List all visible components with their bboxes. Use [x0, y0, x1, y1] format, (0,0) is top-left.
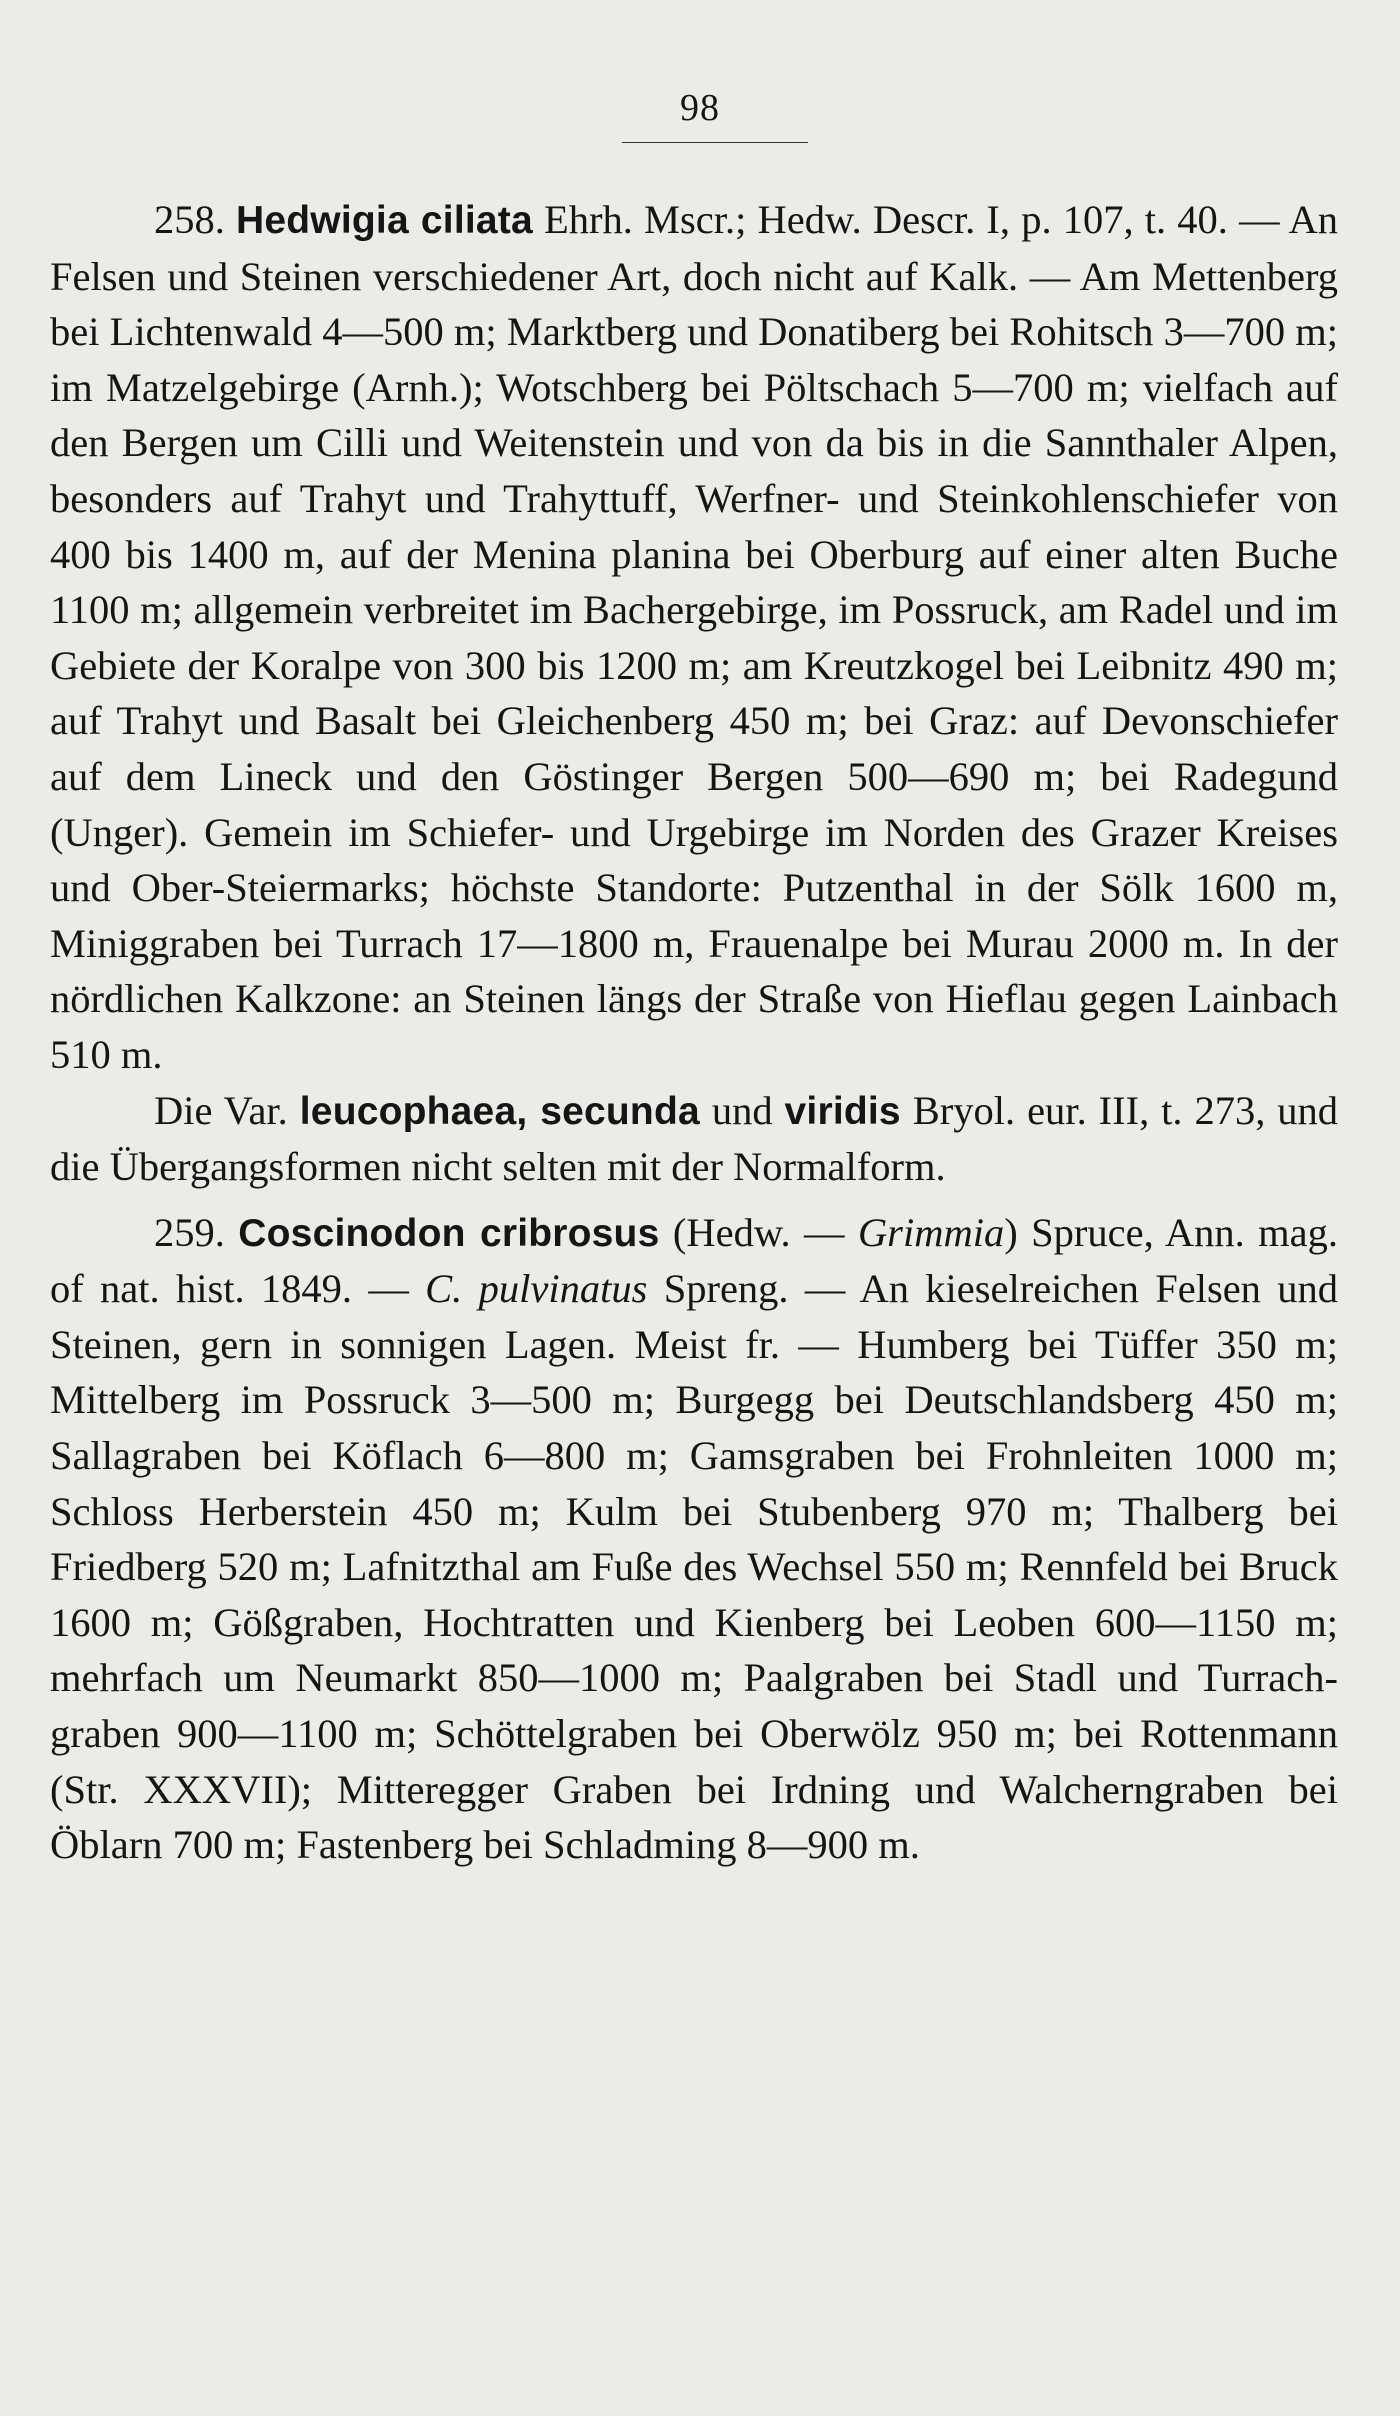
entry-text: Spreng. — An kieselreichen Felsen und Steinen, gern in sonnigen Lagen. Meist fr. — Humberg bei Tüffer 350 m; Mittelberg im Possruck 3—500 m; Burgegg bei Deutschlandsberg 450 m; Sallagraben bei Köflach 6—800 m; Gamsgraben bei Frohnleiten 1000 m; Schloss Herberstein 450 m; Kulm bei Stubenberg 970 m; Thalberg bei Friedberg 520 m; Lafnitzthal am Fuße des Wechsel 550 m; Rennfeld bei Bruck 1600 m; Gößgraben, Hochtratten und Kienberg bei Leoben 600—1150 m; mehrfach um Neumarkt 850—1000 m; Paalgraben bei Stadl und Turrachgraben 900—1100 m; Schöttelgraben bei Oberwölz 950 m; bei Rottenmann (Str. XXXVII); Mitteregger Graben bei Irdning und Walcherngraben bei Öblarn 700 m; Fastenberg bei Schladming 8—900 m.: [50, 1266, 1338, 1868]
variety-note: [50, 1083, 1338, 1195]
entry-number: 259.: [154, 1209, 225, 1255]
variety-conj: und: [711, 1087, 773, 1133]
entry-paragraph: [50, 1205, 1338, 1873]
entry-text: Ehrh. Mscr.; Hedw. Descr. I, p. 107, t. 40. — An Felsen und Steinen verschiedener Art, doch nicht auf Kalk. — Am Mettenberg bei Lichtenwald 4—500 m; Marktberg und Donatiberg bei Rohitsch 3—700 m; im Matzelgebirge (Arnh.); Wotschberg bei Pöltschach 5—700 m; vielfach auf den Bergen um Cilli und Weitenstein und von da bis in die Sannthaler Alpen, besonders auf Trahyt und Trahyttuff, Werfner- und Steinkohlenschiefer von 400 bis 1400 m, auf der Menina planina bei Oberburg auf einer alten Buche 1100 m; allgemein verbreitet im Bachergebirge, im Possruck, am Radel und im Gebiete der Koralpe von 300 bis 1200 m; am Kreutzkogel bei Leibnitz 490 m; auf Trahyt und Basalt bei Gleichenberg 450 m; bei Graz: auf Devonschiefer auf dem Lineck und den Göstinger Bergen 500—690 m; bei Radegund (Unger). Gemein im Schiefer- und Urgebirge im Norden des Grazer Kreises und Ober-Steiermarks; höchste Standorte: Putzenthal in der Sölk 1600 m, Miniggraben bei Turrach 17—1800 m, Frauenalpe bei Murau 2000 m. In der nördlichen Kalkzone: an Steinen längs der Straße von Hieflau gegen Lainbach 510 m.: [50, 197, 1338, 1077]
variety-text: Bryol. eur. III, t. 273, und die Übergangsformen nicht selten mit der Normalform.: [50, 1087, 1339, 1190]
page-body: [50, 192, 1338, 1873]
variety-last: viridis: [784, 1089, 901, 1133]
page-number: 98: [680, 87, 720, 129]
entry-number: 258.: [154, 197, 225, 242]
italic-synonym: C. pulvinatus: [425, 1266, 648, 1312]
variety-names: leucophaea, secunda: [299, 1089, 700, 1133]
entry-text-before: (Hedw. —: [672, 1209, 845, 1255]
species-name: Coscinodon cribrosus: [238, 1211, 660, 1255]
italic-genus: Grimmia: [857, 1209, 1005, 1255]
species-name: Hedwigia ciliata: [236, 199, 533, 242]
entry-paragraph: [50, 192, 1338, 1083]
entry-text-mid: ) Spruce, Ann. mag. of nat. hist. 1849. —: [50, 1209, 1339, 1312]
header-rule: [622, 142, 808, 143]
species-entry-258: [50, 192, 1338, 1083]
species-entry-259: [50, 1205, 1338, 1873]
variety-lead: Die Var.: [154, 1087, 288, 1133]
